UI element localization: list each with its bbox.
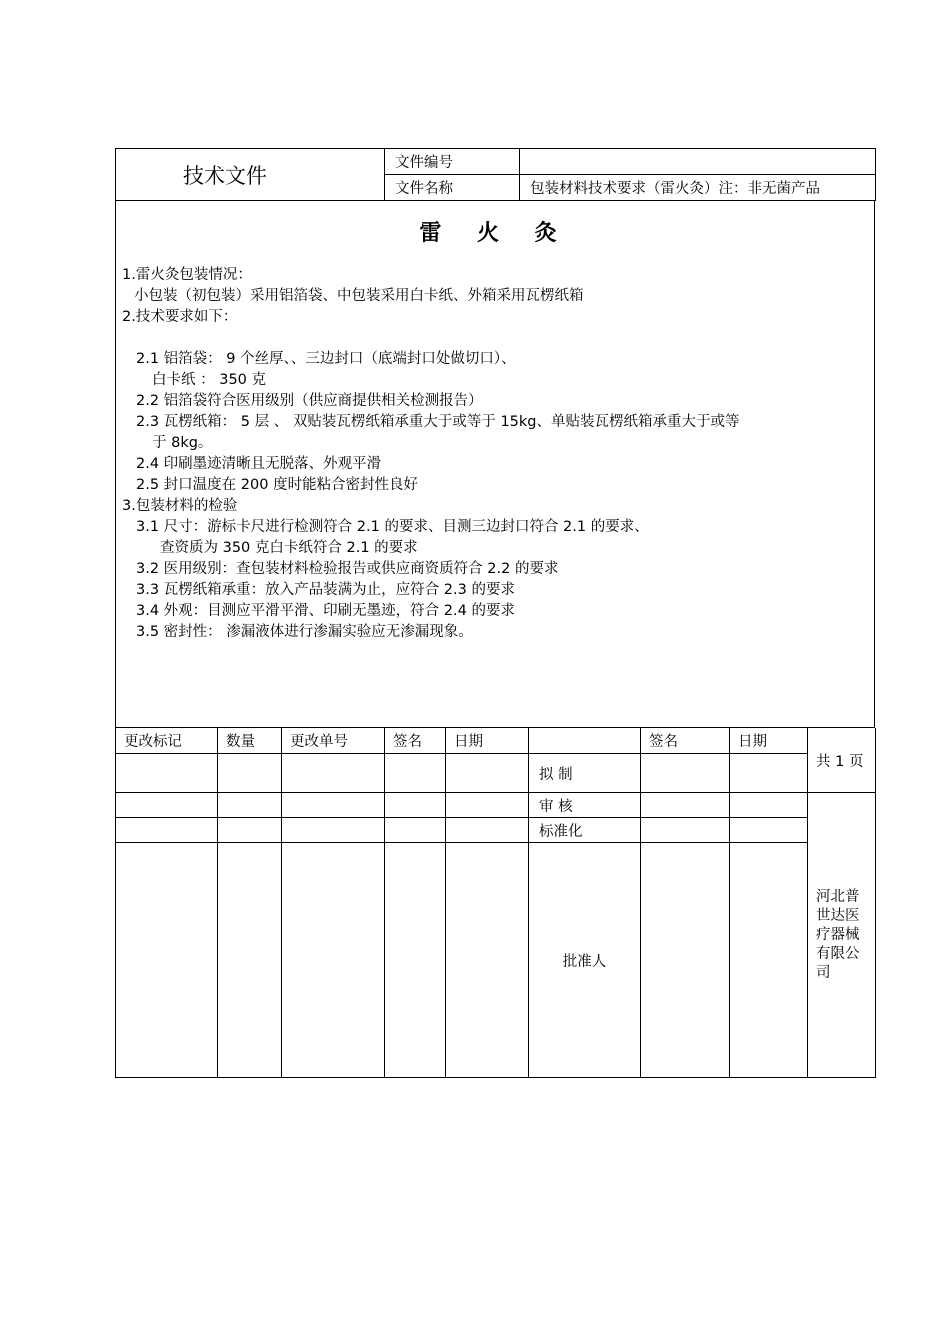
section-2-heading: 2.技术要求如下： — [122, 309, 238, 325]
table-cell — [730, 793, 808, 818]
col-signature-2: 签名 — [641, 728, 730, 754]
file-no-label: 文件编号 — [385, 149, 520, 175]
check-3-1: 3.1 尺寸：游标卡尺进行检测符合 2.1 的要求、目测三边封口符合 2.1 的要求、 — [136, 519, 649, 535]
check-3-4: 3.4 外观：目测应平滑平滑、印刷无墨迹，符合 2.4 的要求 — [136, 603, 515, 619]
section-3-heading: 3.包装材料的检验 — [122, 498, 238, 514]
table-cell — [446, 793, 529, 818]
header-table — [115, 148, 876, 201]
table-cell — [641, 818, 730, 843]
table-cell — [116, 754, 218, 793]
document-page — [115, 148, 875, 1078]
table-cell — [116, 843, 218, 1078]
table-cell — [282, 818, 385, 843]
table-cell — [218, 818, 282, 843]
col-date-2: 日期 — [730, 728, 808, 754]
table-cell — [282, 793, 385, 818]
col-change-mark: 更改标记 — [116, 728, 218, 754]
table-cell — [282, 754, 385, 793]
check-3-1-cont: 查资质为 350 克白卡纸符合 2.1 的要求 — [160, 540, 418, 556]
table-cell — [116, 818, 218, 843]
section-1-heading: 1.雷火灸包装情况： — [122, 267, 252, 283]
col-role-blank — [529, 728, 641, 754]
table-cell — [385, 754, 446, 793]
table-cell — [385, 793, 446, 818]
req-2-1-cardboard: 白卡纸 ： 350 克 — [152, 372, 267, 388]
doc-type-title: 技术文件 — [116, 149, 385, 201]
req-2-2: 2.2 铝箔袋符合医用级别（供应商提供相关检测报告） — [136, 393, 483, 409]
table-cell — [116, 793, 218, 818]
col-quantity: 数量 — [218, 728, 282, 754]
check-3-3: 3.3 瓦楞纸箱承重：放入产品装满为止，应符合 2.3 的要求 — [136, 582, 515, 598]
packaging-description: 小包装（初包装）采用铝箔袋、中包装采用白卡纸、外箱采用瓦楞纸箱 — [134, 288, 584, 304]
page-count: 共 1 页 — [808, 728, 876, 793]
check-3-5: 3.5 密封性： 渗漏液体进行渗漏实验应无渗漏现象。 — [136, 624, 473, 640]
document-title: 雷 火 灸 — [419, 221, 571, 246]
file-name-value: 包装材料技术要求（雷火灸）注：非无菌产品 — [520, 175, 876, 201]
file-no-value — [520, 149, 876, 175]
review-label: 审 核 — [529, 793, 641, 818]
table-cell — [446, 818, 529, 843]
revision-table — [115, 728, 876, 1078]
standardization-label: 标准化 — [529, 818, 641, 843]
table-cell — [385, 843, 446, 1078]
approver-label: 批准人 — [529, 843, 641, 1078]
req-2-3-cont: 于 8kg。 — [152, 435, 213, 451]
table-cell — [218, 754, 282, 793]
table-cell — [730, 818, 808, 843]
file-name-label: 文件名称 — [385, 175, 520, 201]
company-name: 河北普世达医疗器械有限公司 — [808, 793, 876, 1078]
req-2-4: 2.4 印刷墨迹清晰且无脱落、外观平滑 — [136, 456, 382, 472]
col-change-no: 更改单号 — [282, 728, 385, 754]
table-cell — [218, 843, 282, 1078]
table-cell — [385, 818, 446, 843]
table-cell — [282, 843, 385, 1078]
table-cell — [641, 843, 730, 1078]
req-2-5: 2.5 封口温度在 200 度时能粘合密封性良好 — [136, 477, 419, 493]
table-cell — [446, 754, 529, 793]
table-cell — [446, 843, 529, 1078]
draft-label: 拟 制 — [529, 754, 641, 793]
col-signature: 签名 — [385, 728, 446, 754]
table-cell — [730, 843, 808, 1078]
req-2-1: 2.1 铝箔袋： 9 个丝厚、、三边封口（底端封口处做切口）、 — [136, 351, 516, 367]
col-date: 日期 — [446, 728, 529, 754]
check-3-2: 3.2 医用级别：查包装材料检验报告或供应商资质符合 2.2 的要求 — [136, 561, 559, 577]
table-cell — [218, 793, 282, 818]
table-cell — [641, 754, 730, 793]
document-body — [115, 201, 875, 728]
req-2-3: 2.3 瓦楞纸箱： 5 层 、 双贴装瓦楞纸箱承重大于或等于 15kg、单贴装瓦楞纸箱承重大于或等 — [136, 414, 740, 430]
table-cell — [730, 754, 808, 793]
table-cell — [641, 793, 730, 818]
